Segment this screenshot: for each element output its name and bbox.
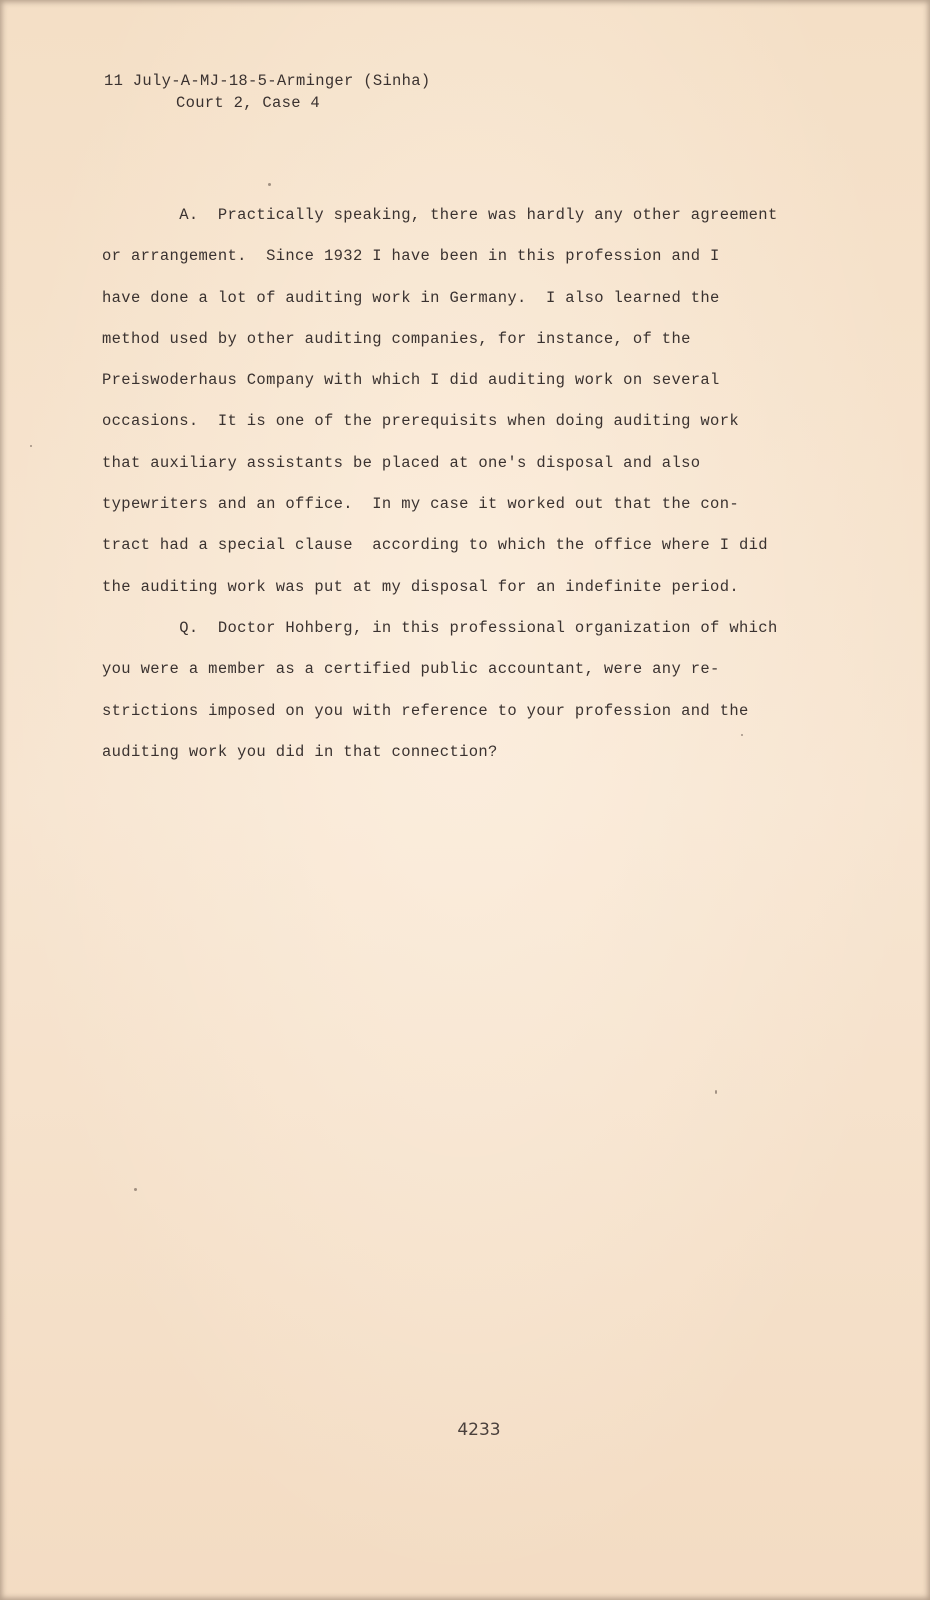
body-line: Q. Doctor Hohberg, in this professional organization of which (102, 618, 778, 637)
header-line-2: Court 2, Case 4 (176, 94, 321, 112)
body-line: you were a member as a certified public accountant, were any re- (102, 660, 720, 679)
paper-speck (741, 734, 743, 736)
body-line: A. Practically speaking, there was hardly any other agreement (102, 206, 778, 224)
body-line: occasions. It is one of the prerequisits when doing auditing work (102, 412, 739, 431)
body-line: auditing work you did in that connection? (102, 742, 498, 761)
body-line: tract had a special clause according to which the office where I did (102, 536, 768, 555)
body-line: that auxiliary assistants be placed at one's disposal and also (102, 453, 701, 472)
paper-speck (134, 1188, 137, 1191)
body-line: method used by other auditing companies, for instance, of the (102, 329, 691, 348)
body-line: strictions imposed on you with reference to your profession and the (102, 701, 749, 720)
body-line: or arrangement. Since 1932 I have been in this profession and I (102, 247, 720, 266)
document-header (104, 70, 430, 114)
header-line-1: 11 July-A-MJ-18-5-Arminger (Sinha) (104, 72, 431, 90)
body-line: typewriters and an office. In my case it worked out that the con- (102, 495, 739, 514)
paper-speck (30, 445, 32, 447)
paper-speck (268, 183, 271, 186)
body-line: the auditing work was put at my disposal for an indefinite period. (102, 577, 739, 596)
page-number: 4233 (457, 1420, 501, 1440)
body-line: have done a lot of auditing work in Germany. I also learned the (102, 288, 720, 307)
transcript-body (102, 195, 822, 773)
paper-speck (715, 1090, 717, 1094)
body-line: Preiswoderhaus Company with which I did auditing work on several (102, 371, 720, 390)
